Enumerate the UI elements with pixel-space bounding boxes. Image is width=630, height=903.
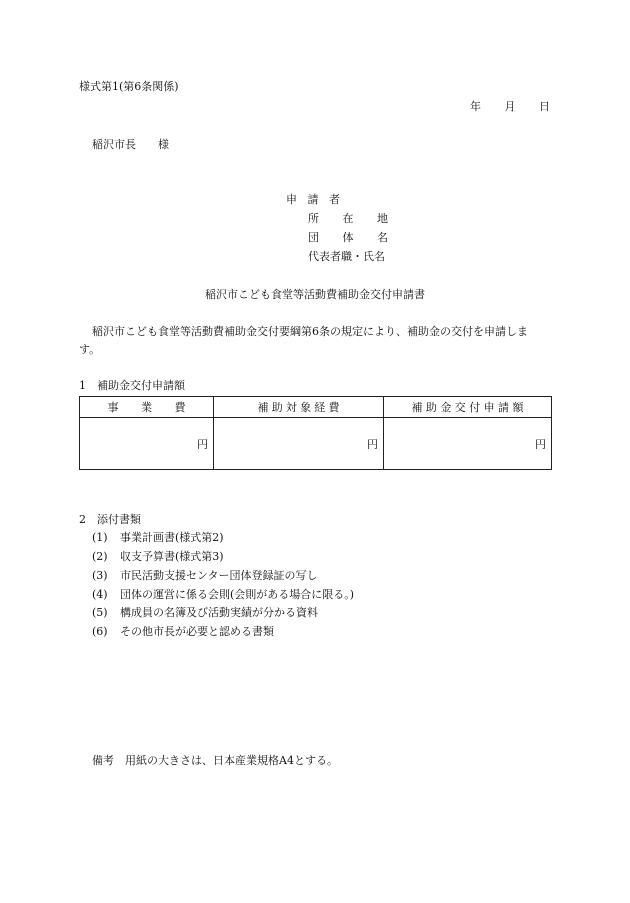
list-text: 構成員の名簿及び活動実績が分かる資料 xyxy=(120,606,318,619)
header-project-cost xyxy=(80,397,214,418)
applicant-heading-char: 者 xyxy=(329,193,340,206)
list-text: 市民活動支援センター団体登録証の写し xyxy=(120,569,318,582)
applicant-heading-char: 申 xyxy=(286,193,297,206)
attachment-list-item xyxy=(92,588,354,602)
list-text: 事業計画書(様式第2) xyxy=(120,531,224,544)
header-char: 経 xyxy=(314,401,326,414)
attachment-list-item xyxy=(92,531,224,545)
list-text: 収支予算書(様式第3) xyxy=(120,550,224,563)
header-char: 補 xyxy=(257,401,269,414)
eligible-expenses-cell: 円 xyxy=(214,418,384,470)
attachment-list-item xyxy=(92,550,224,564)
address-label xyxy=(308,212,388,226)
addressee: 稲沢市長 様 xyxy=(92,138,169,151)
list-number: (6) xyxy=(92,625,108,638)
attachment-list-item xyxy=(92,625,274,639)
list-number: (1) xyxy=(92,531,108,544)
date-month-label: 月 xyxy=(504,100,516,113)
address-label-char: 地 xyxy=(377,212,388,225)
attachment-list-item xyxy=(92,606,318,620)
date-day-label: 日 xyxy=(539,100,550,113)
header-char: 補 xyxy=(411,401,423,414)
applicant-heading xyxy=(286,193,340,207)
group-name-label-char: 体 xyxy=(342,231,354,244)
header-eligible-expenses xyxy=(214,397,384,418)
table-header-row xyxy=(80,397,552,418)
header-char: 対 xyxy=(285,401,297,414)
header-char: 交 xyxy=(454,401,466,414)
list-number: (5) xyxy=(92,606,108,619)
header-char: 象 xyxy=(300,401,312,414)
document-title: 稲沢市こども食堂等活動費補助金交付申請書 xyxy=(205,288,425,301)
header-char: 付 xyxy=(469,401,481,414)
header-char: 請 xyxy=(498,401,510,414)
grant-amount-table xyxy=(79,396,552,470)
body-text-line-1: 稲沢市こども食堂等活動費補助金交付要綱第6条の規定により、補助金の交付を申請しま xyxy=(92,325,528,338)
form-number-label: 様式第1(第6条関係) xyxy=(79,80,179,93)
representative-label: 代表者職・氏名 xyxy=(308,250,385,263)
applicant-heading-char: 請 xyxy=(307,193,319,206)
header-char: 申 xyxy=(483,401,495,414)
header-char: 助 xyxy=(425,401,437,414)
list-number: (4) xyxy=(92,588,108,601)
list-number: (2) xyxy=(92,550,108,563)
table-row xyxy=(80,418,552,470)
group-name-label-char: 団 xyxy=(308,231,319,244)
header-char: 額 xyxy=(512,401,524,414)
header-char: 費 xyxy=(328,401,340,414)
section-1-heading: 1 補助金交付申請額 xyxy=(79,379,185,392)
header-char: 事 xyxy=(107,401,119,414)
list-text: 団体の運営に係る会則(会則がある場合に限る。) xyxy=(120,588,355,601)
header-char: 費 xyxy=(174,401,186,414)
body-text-line-2: す。 xyxy=(79,343,101,356)
attachment-list-item xyxy=(92,569,318,583)
date-line xyxy=(470,100,550,114)
header-char: 金 xyxy=(440,401,452,414)
remarks-note: 備考 用紙の大きさは、日本産業規格A4とする。 xyxy=(92,754,338,767)
header-char: 助 xyxy=(271,401,283,414)
address-label-char: 在 xyxy=(342,212,354,225)
section-2-heading: 2 添付書類 xyxy=(79,513,141,526)
group-name-label xyxy=(308,231,388,245)
group-name-label-char: 名 xyxy=(377,231,388,244)
requested-amount-cell: 円 xyxy=(384,418,552,470)
list-text: その他市長が必要と認める書類 xyxy=(120,625,274,638)
project-cost-cell: 円 xyxy=(80,418,214,470)
header-char: 業 xyxy=(141,401,152,414)
header-requested-amount xyxy=(384,397,552,418)
list-number: (3) xyxy=(92,569,108,582)
address-label-char: 所 xyxy=(308,212,319,225)
date-year-label: 年 xyxy=(470,100,481,113)
